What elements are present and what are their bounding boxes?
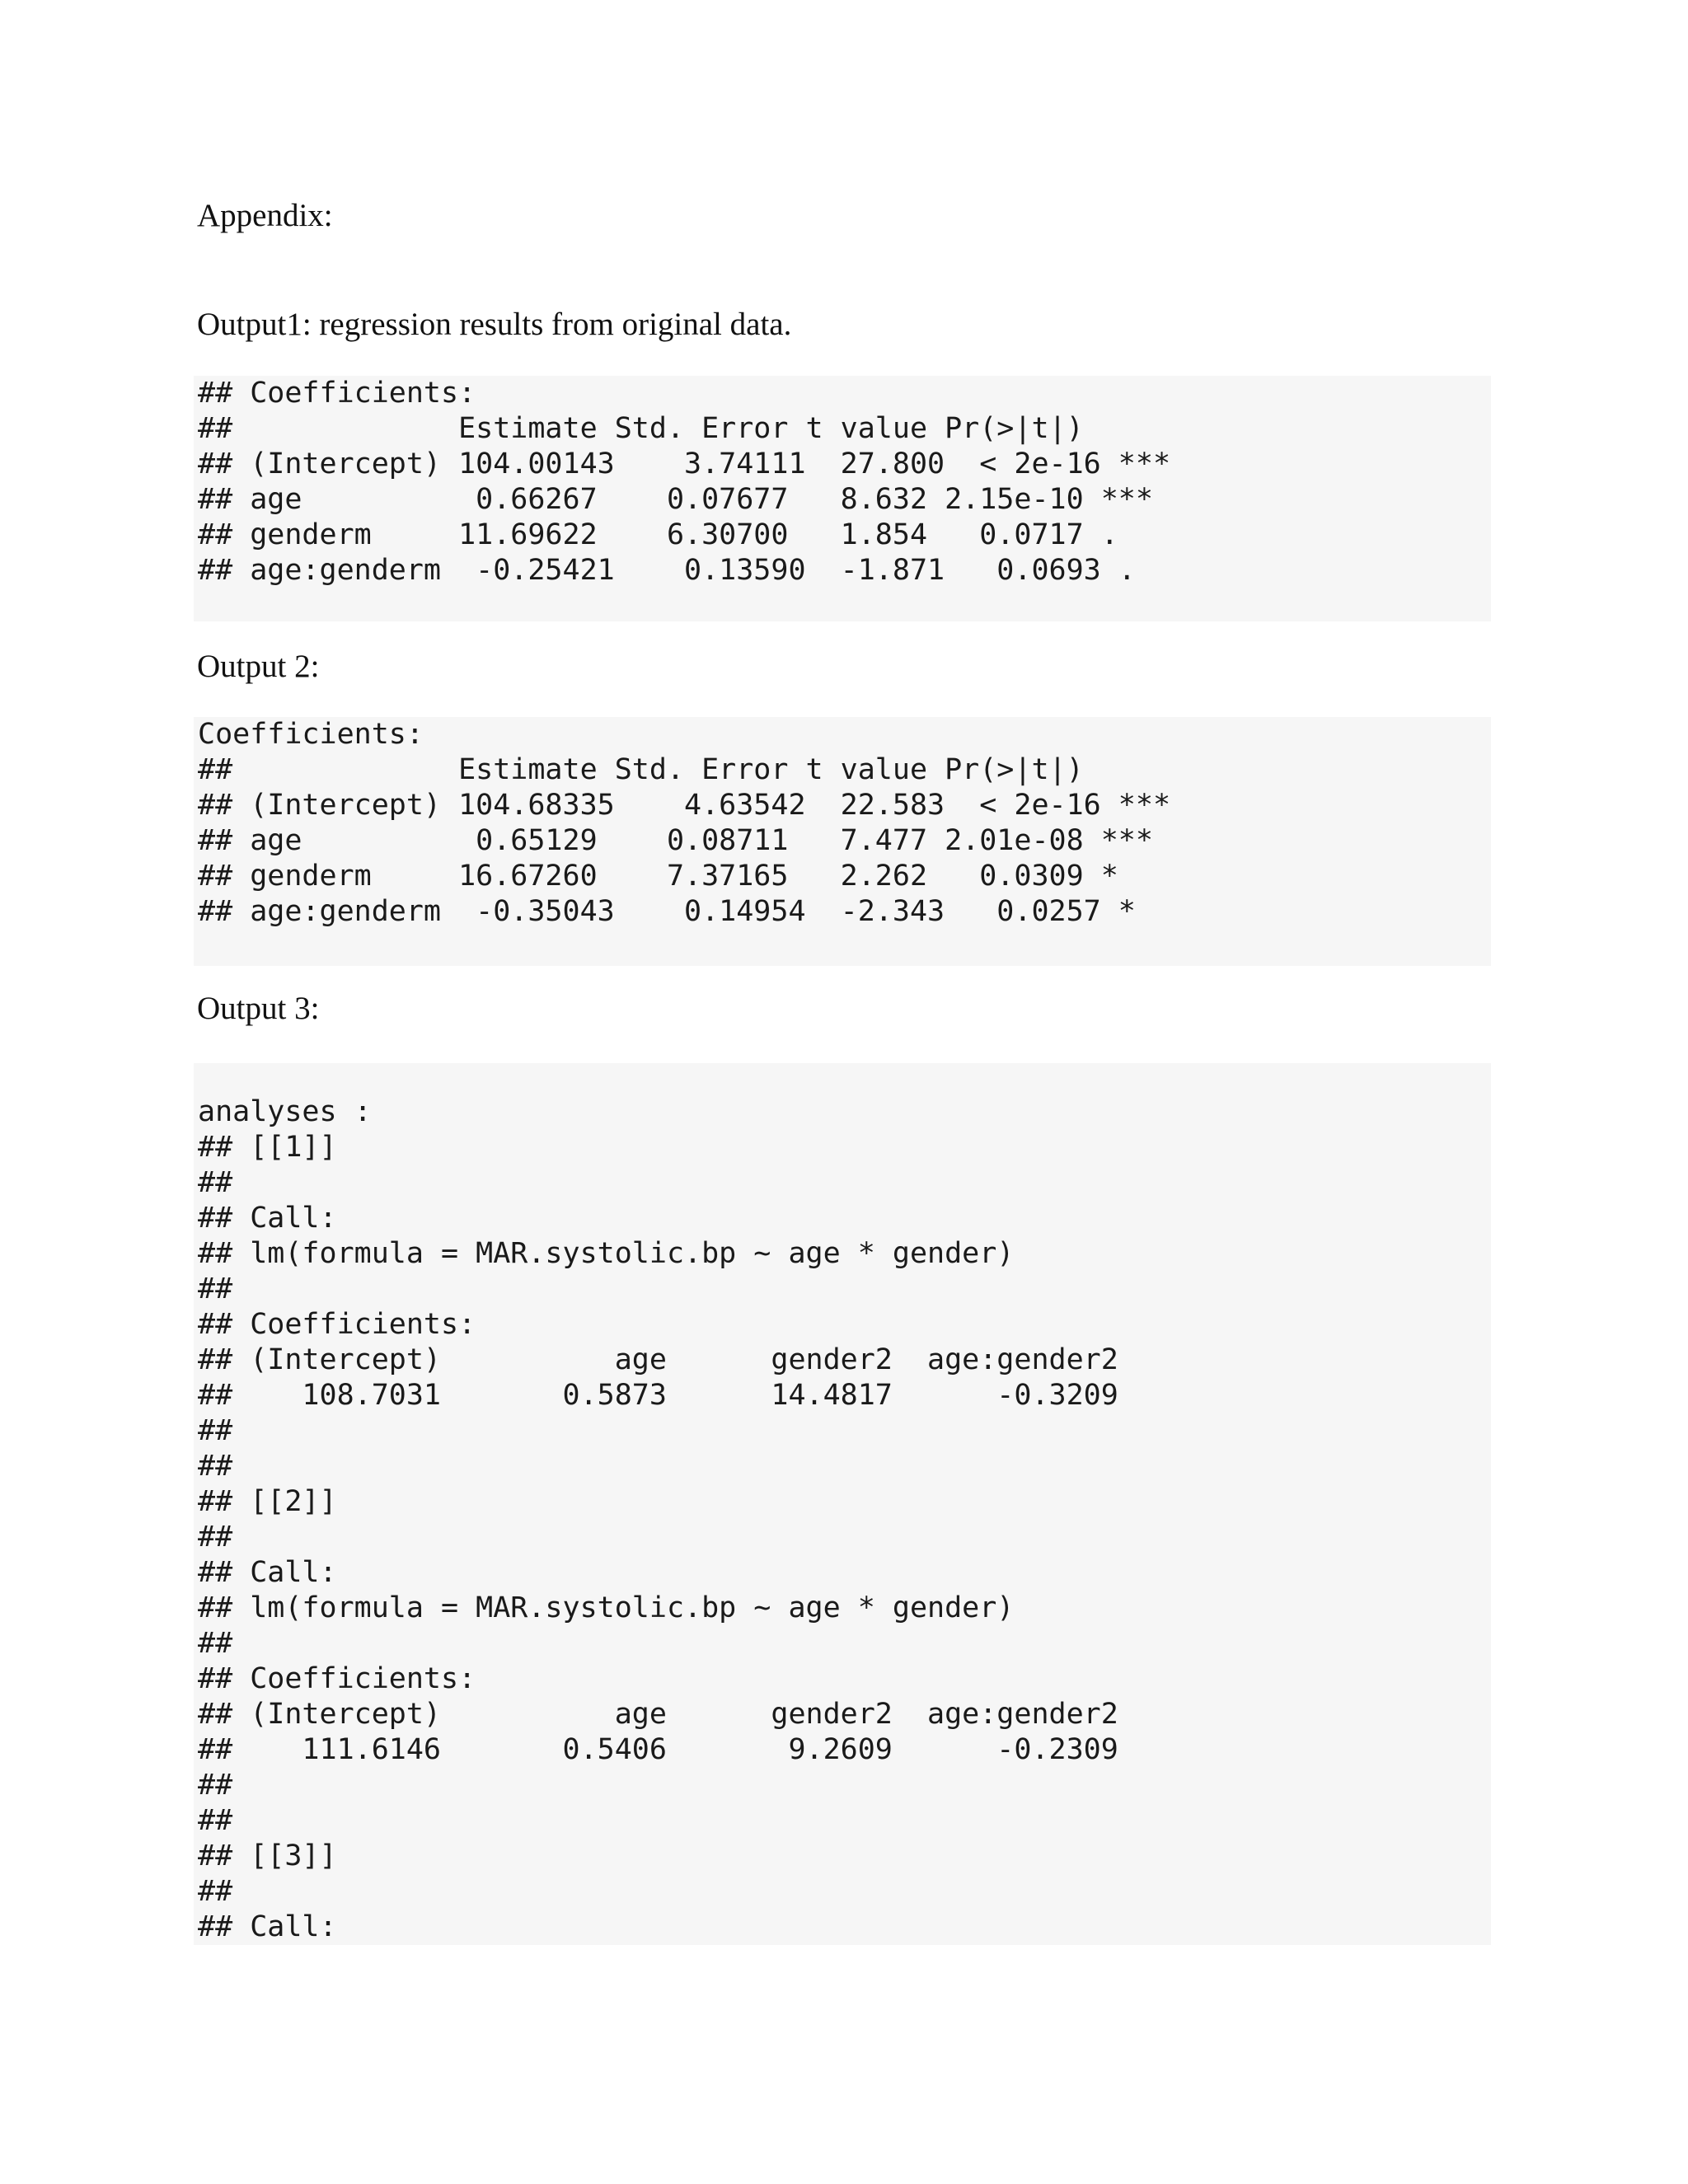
code-line: ## Call:	[198, 1556, 337, 1589]
code-line: analyses :	[198, 1095, 372, 1128]
output2-code-block	[194, 717, 1491, 966]
code-line: ##	[198, 1769, 233, 1802]
code-line: Coefficients:	[198, 718, 424, 751]
code-line: ## lm(formula = MAR.systolic.bp ~ age * gender)	[198, 1591, 1015, 1624]
code-line: ##	[198, 1450, 233, 1483]
code-line: ##	[198, 1627, 233, 1660]
code-line: ## genderm 11.69622 6.30700 1.854 0.0717 .	[198, 518, 1118, 551]
code-line: ## (Intercept) 104.00143 3.74111 27.800 < 2e-16 ***	[198, 448, 1171, 480]
output1-code-block	[194, 376, 1491, 621]
code-line: ## (Intercept) age gender2 age:gender2	[198, 1698, 1118, 1731]
code-line: ## Call:	[198, 1202, 337, 1235]
output3-code-block	[194, 1063, 1491, 1945]
code-line: ## (Intercept) age gender2 age:gender2	[198, 1343, 1118, 1376]
code-line: ## 108.7031 0.5873 14.4817 -0.3209	[198, 1379, 1118, 1412]
code-line: ## Coefficients:	[198, 377, 476, 410]
appendix-title: Appendix:	[197, 198, 333, 233]
code-line: ##	[198, 1272, 233, 1305]
code-line: ## Coefficients:	[198, 1308, 476, 1341]
code-line: ##	[198, 1875, 233, 1908]
code-line: ## age 0.66267 0.07677 8.632 2.15e-10 ***	[198, 483, 1153, 516]
code-line: ##	[198, 1804, 233, 1837]
code-line: ## [[2]]	[198, 1485, 337, 1518]
code-line: ## Coefficients:	[198, 1662, 476, 1695]
code-line: ## age 0.65129 0.08711 7.477 2.01e-08 ***	[198, 824, 1153, 857]
code-line: ## 111.6146 0.5406 9.2609 -0.2309	[198, 1733, 1118, 1766]
code-line: ## Estimate Std. Error t value Pr(>|t|)	[198, 412, 1084, 445]
code-line: ## [[1]]	[198, 1131, 337, 1164]
output1-heading: Output1: regression results from original data.	[197, 307, 792, 342]
output2-heading: Output 2:	[197, 649, 320, 684]
code-line: ## Call:	[198, 1910, 337, 1943]
code-line: ##	[198, 1166, 233, 1199]
code-line: ## (Intercept) 104.68335 4.63542 22.583 < 2e-16 ***	[198, 789, 1171, 822]
code-line: ##	[198, 1414, 233, 1447]
code-line: ## [[3]]	[198, 1840, 337, 1872]
code-line: ## genderm 16.67260 7.37165 2.262 0.0309 *	[198, 860, 1118, 893]
code-line: ## age:genderm -0.35043 0.14954 -2.343 0.0257 *	[198, 895, 1136, 928]
code-line: ## Estimate Std. Error t value Pr(>|t|)	[198, 753, 1084, 786]
output3-heading: Output 3:	[197, 991, 320, 1026]
code-line: ## age:genderm -0.25421 0.13590 -1.871 0.0693 .	[198, 554, 1136, 587]
code-line: ## lm(formula = MAR.systolic.bp ~ age * gender)	[198, 1237, 1015, 1270]
code-line: ##	[198, 1521, 233, 1554]
